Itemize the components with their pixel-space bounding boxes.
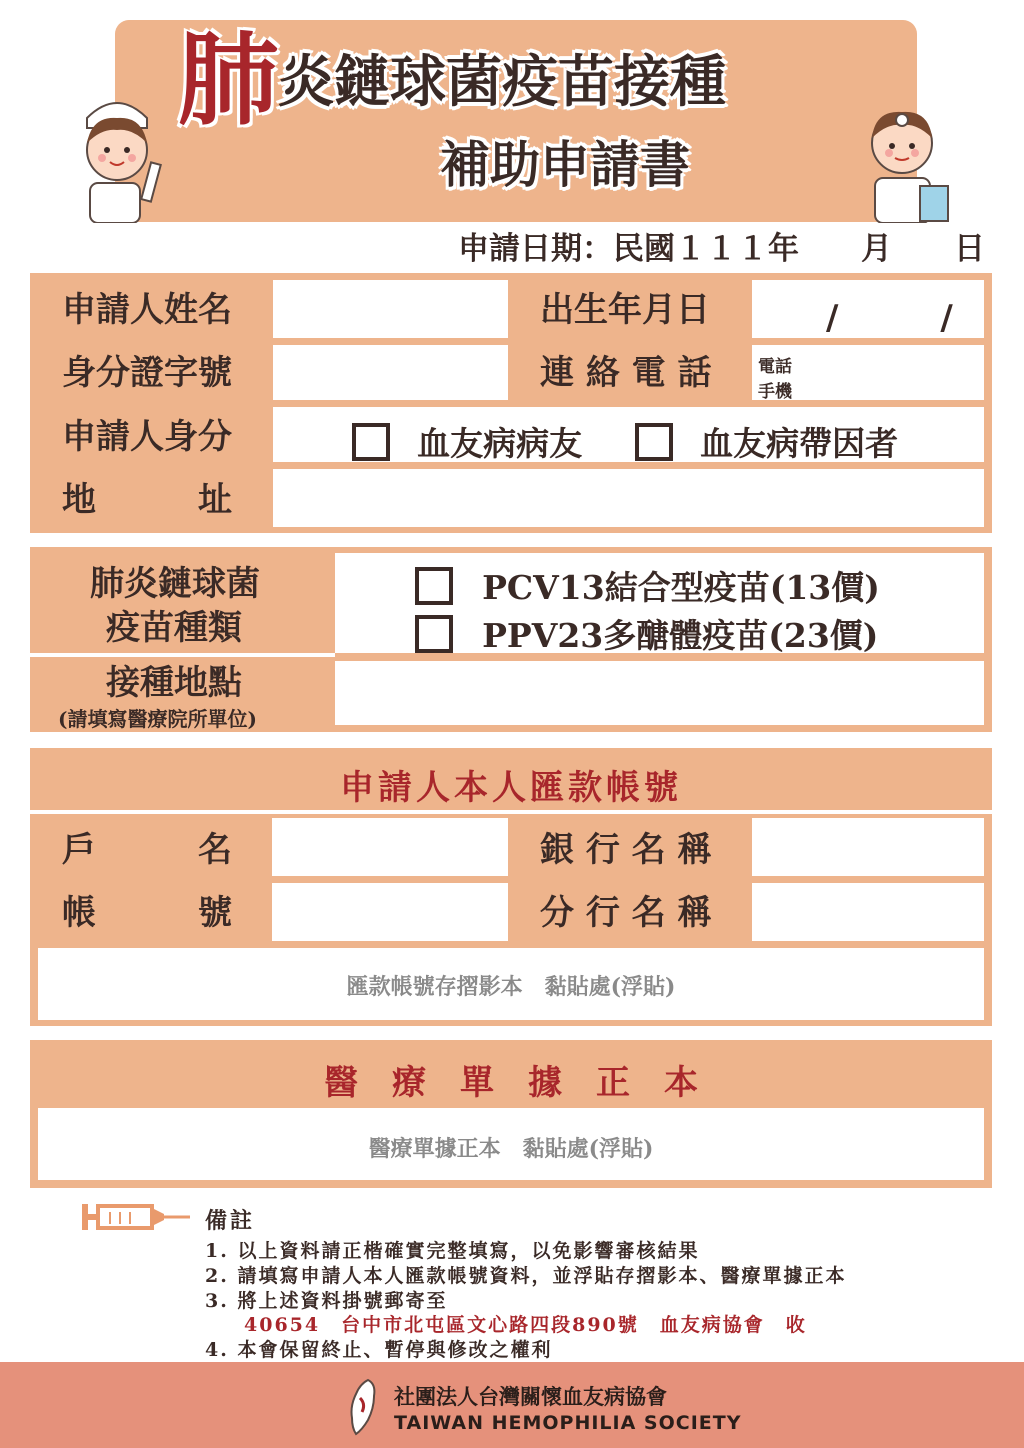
- mailing-address: 40654 台中市北屯區文心路四段890號 血友病協會 收: [244, 1314, 807, 1336]
- label-vaccine-site-note: (請填寫醫療院所單位): [58, 707, 257, 731]
- label-applicant-identity: 申請人身分: [62, 417, 232, 457]
- label-id-number: 身分證字號: [62, 353, 232, 393]
- label-account-name: 戶 名: [62, 830, 232, 870]
- label-branch-name: 分 行 名 稱: [540, 893, 712, 933]
- applicant-id-field[interactable]: [273, 345, 508, 400]
- label-vaccine-type-2: 疫苗種類: [106, 608, 242, 648]
- checkbox-carrier[interactable]: [635, 423, 673, 461]
- bank-header-divider: [30, 810, 992, 814]
- label-account-number: 帳 號: [62, 893, 232, 933]
- note-item-3: 3. 將上述資料掛號郵寄至: [205, 1290, 448, 1312]
- receipt-paste-note: 醫療單據正本 黏貼處(浮貼): [368, 1136, 654, 1162]
- label-bank-name: 銀 行 名 稱: [540, 830, 712, 870]
- vaccine-option-pcv13[interactable]: [415, 562, 880, 609]
- checkbox-ppv23[interactable]: [415, 615, 453, 653]
- account-name-field[interactable]: [272, 818, 508, 876]
- account-number-field[interactable]: [272, 883, 508, 941]
- syringe-icon: [78, 1200, 193, 1234]
- title-rest: 炎鏈球菌疫苗接種: [278, 48, 726, 115]
- identity-carrier-label: 血友病帶因者: [700, 424, 899, 463]
- label-applicant-name: 申請人姓名: [62, 290, 232, 330]
- receipt-section-header: 醫 療 單 據 正 本: [324, 1063, 698, 1103]
- passbook-paste-note: 匯款帳號存摺影本 黏貼處(浮貼): [346, 974, 676, 1000]
- birth-date-slashes: / /: [826, 298, 953, 338]
- pcv13-label: PCV13結合型疫苗(13價): [482, 568, 880, 607]
- label-address: 地 址: [62, 480, 232, 520]
- identity-patient-label: 血友病病友: [417, 424, 583, 463]
- vaccine-site-field[interactable]: [335, 661, 984, 725]
- branch-name-field[interactable]: [752, 883, 984, 941]
- nurse-illustration: [62, 88, 182, 223]
- footer-org-zh: 社團法人台灣關懷血友病協會: [394, 1385, 667, 1409]
- checkbox-patient[interactable]: [352, 423, 390, 461]
- page-title: [178, 21, 878, 150]
- label-vaccine-type-1: 肺炎鏈球菌: [90, 564, 260, 604]
- note-item-2: 2. 請填寫申請人本人匯款帳號資料，並浮貼存摺影本、醫療單據正本: [205, 1265, 847, 1287]
- note-item-4: 4. 本會保留終止、暫停與修改之權利: [205, 1339, 553, 1361]
- footer-org-en: TAIWAN HEMOPHILIA SOCIETY: [394, 1412, 742, 1434]
- ppv23-label: PPV23多醣體疫苗(23價): [482, 616, 879, 655]
- vaccine-option-ppv23[interactable]: [415, 610, 878, 657]
- label-vaccine-site: 接種地點: [106, 663, 242, 703]
- bank-name-field[interactable]: [752, 818, 984, 876]
- mobile-sublabel: 手機: [758, 382, 792, 402]
- title-big-char: 肺: [178, 21, 278, 139]
- note-item-1: 1. 以上資料請正楷確實完整填寫，以免影響審核結果: [205, 1240, 700, 1262]
- applicant-address-field[interactable]: [273, 469, 984, 527]
- notes-title: 備註: [205, 1208, 256, 1234]
- checkbox-pcv13[interactable]: [415, 567, 453, 605]
- page-subtitle: 補助申請書: [440, 135, 690, 194]
- taiwan-map-icon: [344, 1378, 382, 1436]
- label-birth-date: 出生年月日: [540, 290, 710, 330]
- label-contact-phone: 連 絡 電 話: [540, 353, 712, 393]
- bank-section-header: 申請人本人匯款帳號: [340, 768, 682, 808]
- phone-sublabel: 電話: [758, 357, 792, 377]
- applicant-name-field[interactable]: [273, 280, 508, 338]
- application-date: 申請日期：民國１１１年 月 日: [458, 231, 985, 267]
- vaccine-row-divider: [30, 653, 335, 657]
- doctor-illustration: [845, 98, 960, 223]
- identity-option-carrier[interactable]: [635, 418, 898, 465]
- identity-option-patient[interactable]: [352, 418, 582, 465]
